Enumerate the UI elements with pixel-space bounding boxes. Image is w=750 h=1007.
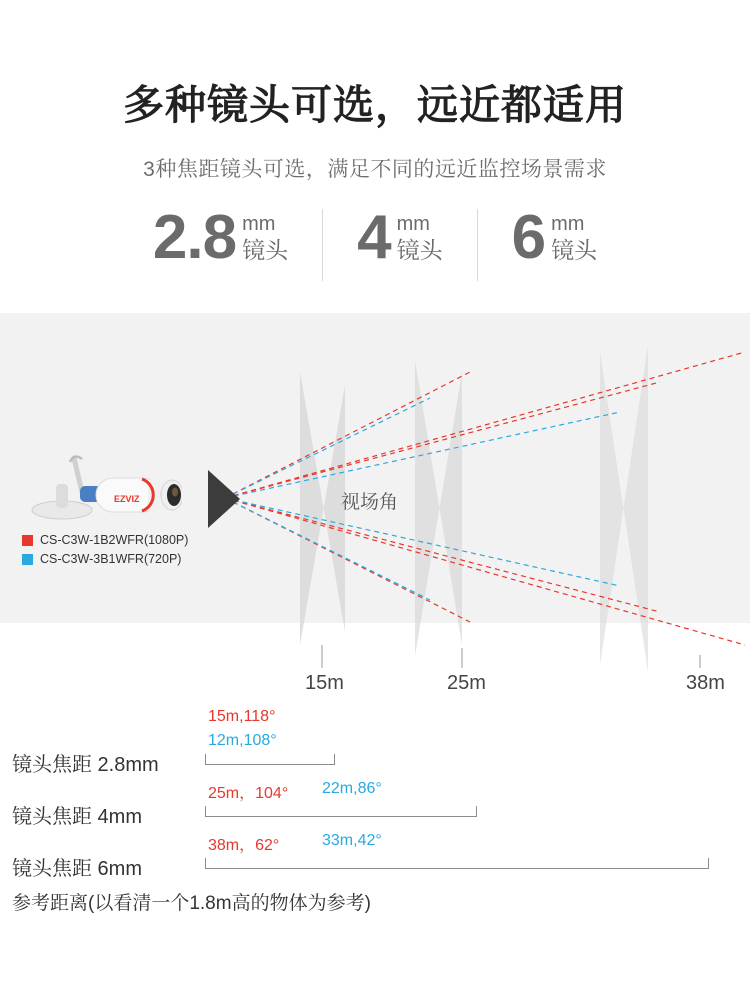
lens-value: 2.8 <box>152 203 237 273</box>
focal-row-2_8mm <box>0 708 750 776</box>
distance-tick-25m: 25m <box>447 672 486 694</box>
camera-illustration <box>22 432 182 527</box>
legend-item-1080p <box>22 533 188 547</box>
lens-value: 4 <box>357 203 391 273</box>
lens-value: 6 <box>511 203 546 273</box>
diagram-legend <box>22 533 188 571</box>
focal-range-blue: 33m,42° <box>322 832 382 849</box>
legend-label: CS-C3W-3B1WFR(720P) <box>40 552 182 566</box>
lens-word: 镜头 <box>242 237 289 264</box>
legend-label: CS-C3W-1B2WFR(1080P) <box>40 533 189 547</box>
focal-row-label: 镜头焦距 2.8mm <box>12 754 159 776</box>
distance-tick-labels <box>0 672 750 700</box>
distance-tick-15m: 15m <box>305 672 344 694</box>
focal-range-blue: 22m,86° <box>322 780 382 797</box>
focal-row-label: 镜头焦距 6mm <box>12 858 142 880</box>
field-of-view-label: 视场角 <box>341 492 399 513</box>
camera-cone <box>208 470 240 528</box>
lens-unit: mm <box>396 213 430 236</box>
lens-word: 镜头 <box>551 237 598 264</box>
lens-word: 镜头 <box>396 237 443 264</box>
legend-color-swatch-red <box>22 535 33 546</box>
focal-range-red: 25m，104° <box>208 785 289 802</box>
tick-marks <box>322 645 700 668</box>
focal-length-table <box>0 708 750 880</box>
reference-footnote: 参考距离(以看清一个1.8m高的物体为参考) <box>12 893 371 914</box>
focal-row-6mm <box>0 814 750 880</box>
legend-item-720p <box>22 552 188 566</box>
distance-tick-38m: 38m <box>686 672 725 694</box>
page-subtitle: 3种焦距镜头可选，满足不同的远近监控场景需求 <box>143 158 607 182</box>
focal-range-bar <box>205 858 709 869</box>
focal-range-red: 15m,118° <box>208 708 276 725</box>
focal-row-label: 镜头焦距 4mm <box>12 806 142 828</box>
focal-range-red: 38m，62° <box>208 837 280 854</box>
svg-text:EZVIZ: EZVIZ <box>114 494 140 504</box>
lens-unit: mm <box>242 213 276 236</box>
page-title: 多种镜头可选，远近都适用 <box>123 82 627 128</box>
lens-unit: mm <box>551 213 585 236</box>
focal-row-4mm <box>0 762 750 828</box>
legend-color-swatch-blue <box>22 554 33 565</box>
focal-range-blue: 12m,108° <box>208 732 277 749</box>
